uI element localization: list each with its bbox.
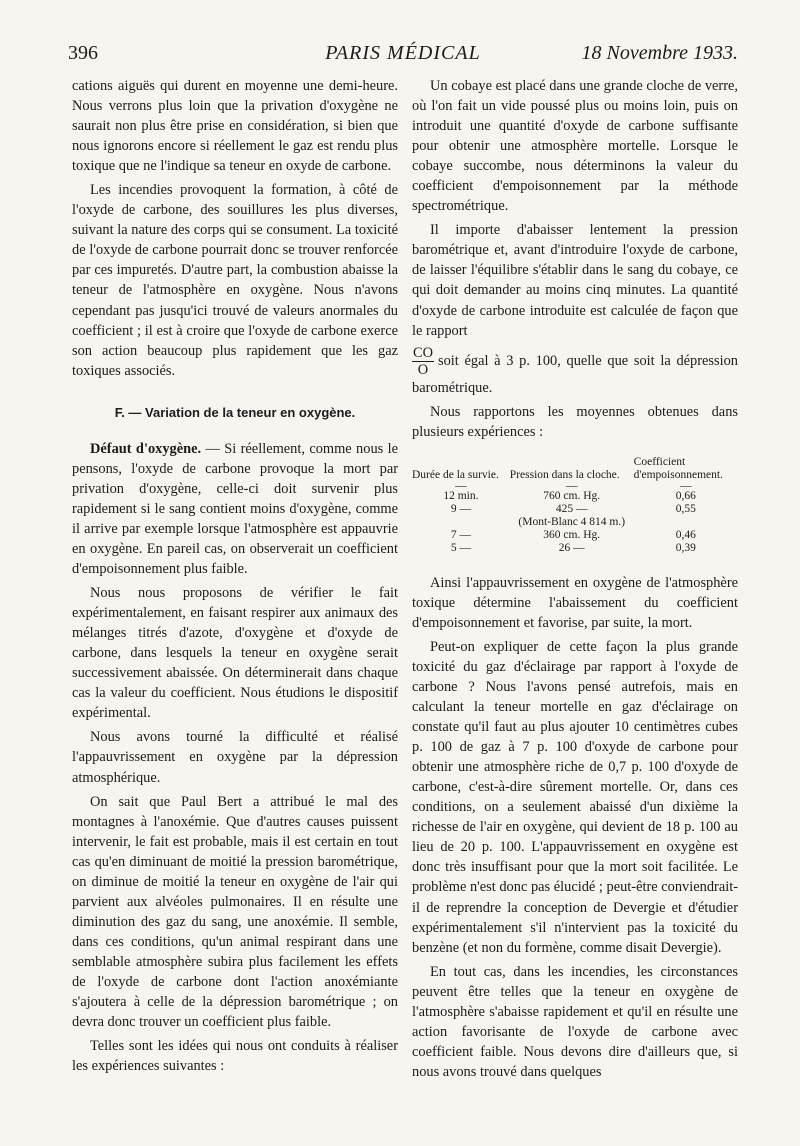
table-row: [412, 542, 738, 555]
fraction-numerator: CO: [413, 344, 433, 361]
paragraph: Il importe d'abaisser lentement la pression barométrique et, avant d'introduire l'oxyde de carbone, de laisser l'équilibre s'établir dans le sang du cobaye, ce qui doit demander au moins cinq minutes. La quantité d'oxyde de carbone introduite est calculée de façon que le rapport: [412, 222, 738, 339]
issue-date: 18 Novembre 1933.: [581, 42, 738, 64]
page-header: [68, 38, 738, 72]
table-cell: 12 min.: [443, 489, 479, 502]
paragraph: Peut-on expliquer de cette façon la plus grande toxicité du gaz d'éclairage par rapport à l'oxyde de carbone ? Nous l'avons pensé autrefois, mais en calculant la teneur mortelle en gaz d'éclairage on constate qu'il faut au plus ajouter 10 centimètres cubes p. 100 de gaz à 7 p. 100 d'oxyde de carbone pour obtenir une atmosphère riche de 0,7 p. 100 d'oxyde de carbone, c'est-à-dire sûrement mortelle. Or, dans ces conditions, on a seulement abaissé d'un dixième la richesse de l'air en oxygène, qui devient de 18 p. 100 au lieu de 20 p. 100. L'appauvrissement en oxygène est donc très insuffisant pour que la mort soit facilitée. Le problème n'est donc pas élucidé ; peut-être conviendrait-il de reprendre la conception de Devergie et d'étudier expérimentalement s'il n'intervient pas la toxicité du benzène (et non du formène, comme disait Devergie).: [412, 638, 738, 956]
paragraph: [412, 345, 738, 398]
table-cell: 7 —: [450, 528, 471, 541]
table-header: Coefficient d'empoisonnement.: [633, 455, 723, 481]
table-cell: —: [680, 479, 692, 492]
paragraph: cations aiguës qui durent en moyenne une demi-heure. Nous verrons plus loin que la privation d'oxygène ne saurait non plus être prise en considération, si bien que nous ignorons encore si réellement le gaz est rendu plus toxique que ne l'indique sa teneur en oxyde de carbone.: [72, 78, 398, 175]
right-column: [412, 76, 738, 1086]
table-cell: 5 —: [450, 541, 471, 554]
table-cell: 0,39: [675, 541, 696, 554]
fraction-denominator: O: [417, 361, 429, 378]
table-cell: 26 —: [558, 541, 585, 554]
paragraph: Les incendies provoquent la formation, à côté de l'oxyde de carbone, des souillures les plus diverses, suivant la nature des corps qui se consument. La toxicité de l'oxyde de carbone pourrait donc se trouver renforcée par ces impuretés. D'autre part, la combustion abaisse la teneur de l'atmosphère en oxygène. Nous n'avons cependant pas jusqu'ici trouvé de valeurs anormales du coefficient ; il est à croire que l'oxyde de carbone exerce son action beaucoup plus rapidement que les gaz toxiques associés.: [72, 182, 398, 379]
section-heading: F. — Variation de la teneur en oxygène.: [114, 404, 356, 420]
table-cell: 9 —: [450, 502, 471, 515]
paragraph: Nous nous proposons de vérifier le fait expérimentalement, en faisant respirer aux animaux des mélanges titrés d'azote, d'oxygène et d'oxyde de carbone, dans lesquels la teneur en oxygène serait successivement abaissée. On déterminerait dans chaque cas la valeur du coefficient. Nous étudions le dispositif expérimental.: [72, 585, 398, 722]
paragraph: Telles sont les idées qui nous ont conduits à réaliser les expériences suivantes :: [72, 1038, 398, 1075]
paragraph: Ainsi l'appauvrissement en oxygène de l'atmosphère toxique détermine l'abaissement du coefficient d'empoisonnement et favorise, par suite, la mort.: [412, 574, 738, 631]
table-cell: 360 cm. Hg.: [543, 528, 601, 541]
results-table: [412, 456, 738, 555]
paragraph: Nous avons tourné la difficulté et réalisé l'appauvrissement en oxygène par la dépression atmosphérique.: [72, 729, 398, 786]
table-cell: —: [455, 479, 467, 492]
paragraph: Un cobaye est placé dans une grande cloche de verre, où l'on fait un vide poussé plus ou moins loin, puis on introduit une quantité d'oxyde de carbone suffisante pour obtenir une atmosphère mortelle. Lorsque le cobaye succombe, nous déterminons la valeur du coefficient d'empoisonnement par la méthode spectrométrique.: [412, 78, 738, 215]
co-o-fraction: [412, 345, 434, 378]
table-cell: 0,46: [675, 528, 696, 541]
table-cell: 0,55: [675, 502, 696, 515]
table-cell: 760 cm. Hg.: [543, 489, 601, 502]
paragraph-text: — Si réellement, comme nous le pensons, l'oxyde de carbone provoque la mort par privation d'oxygène, celle-ci doit survenir plus rapidement si le sang contient moins d'oxygène, comme il arrive par exemple lorsque l'atmosphère est appauvrie en oxygène. En pareil cas, on observerait un coefficient d'empoisonnement plus faible.: [72, 440, 398, 578]
paragraph: [72, 439, 398, 579]
paragraph: On sait que Paul Bert a attribué le mal des montagnes à l'anoxémie. Que d'autres causes puissent intervenir, le fait est probable, mais il est certain en tout cas qu'en diminuant de moitié la pression barométrique, on diminue de moitié la teneur en oxygène de l'air qui parvient aux alvéoles pulmonaires. Il en résulte une diminution des gaz du sang, une anoxémie. Il semble, dans ces conditions, qu'un animal respirant dans une semblable atmosphère subira plus facilement les effets de l'oxyde de carbone dont l'action anoxémiante s'ajoutera à celle de la dépression barométrique ; on devra donc trouver un coefficient plus faible.: [72, 793, 398, 1031]
table-row: [412, 490, 738, 503]
table-cell: 425 —: [555, 502, 588, 515]
journal-title: PARIS MÉDICAL: [325, 42, 481, 64]
table-row: [412, 516, 738, 529]
paragraph-lead: Défaut d'oxygène.: [90, 440, 202, 457]
paragraph: Nous rapportons les moyennes obtenues dans plusieurs expériences :: [412, 403, 738, 440]
page-number: 396: [68, 42, 98, 64]
table-header: Pression dans la cloche.: [509, 468, 620, 481]
table-cell: —: [565, 479, 578, 492]
left-column: [72, 76, 398, 1080]
table-row: [412, 529, 738, 542]
table-cell: 0,66: [675, 489, 696, 502]
paragraph: En tout cas, dans les incendies, les circonstances peuvent être telles que la teneur en oxygène de l'atmosphère s'abaisse rapidement et qu'il en résulte une action favorisante de l'oxyde de carbone avec coefficient faible. Nous devons dire d'ailleurs que, si nous avons trouvé dans quelques: [412, 963, 738, 1080]
paragraph-text: soit égal à 3 p. 100, quelle que soit la dépression barométrique.: [412, 352, 738, 396]
table-row: [412, 503, 738, 516]
table-row: [412, 482, 738, 490]
table-note: (Mont-Blanc 4 814 m.): [518, 515, 626, 528]
table-header: Durée de la survie.: [412, 468, 499, 481]
